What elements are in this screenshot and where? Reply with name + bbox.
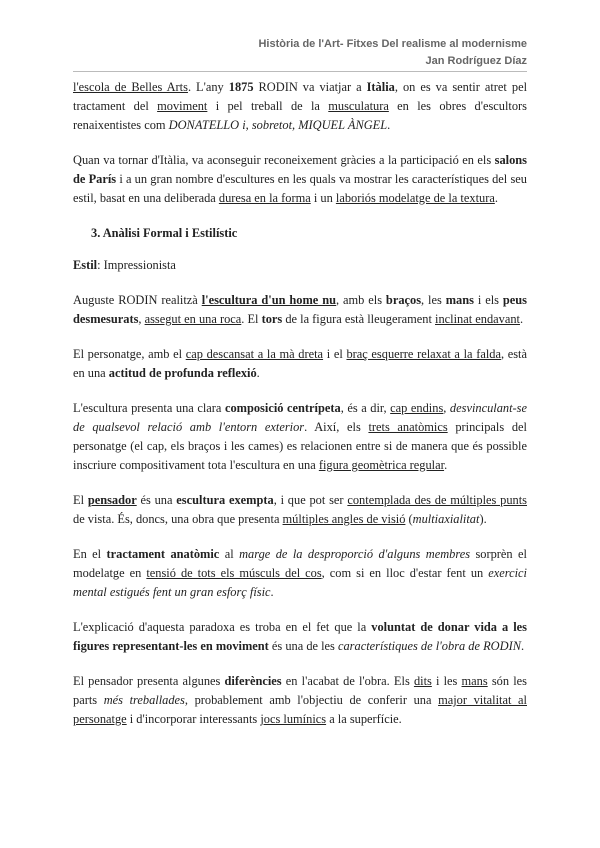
bold-text: actitud de profunda reflexió <box>108 366 257 380</box>
paragraph-style: Estil: Impressionista <box>73 258 176 272</box>
bold-text: composició centrípeta <box>224 401 341 415</box>
bold-text: Estil <box>73 258 98 272</box>
italic-text: més treballades <box>103 693 185 707</box>
paragraph-2: Quan va tornar d'Itàlia, va aconseguir reconeixement gràcies a la participació en els salons de París i a un gran nombre d'escultures en les quals va mostrar les característiques del seu estil, basat en una deliberada duresa en la forma i un laboriós modelatge de la textura. <box>73 153 527 205</box>
paragraph-4: Auguste RODIN realitzà l'escultura d'un home nu, amb els braços, les mans i els peus desmesurats, assegut en una roca. El tors de la figura està lleugerament inclinat endavant. <box>73 293 527 326</box>
underlined-text: major vitalitat al personatge <box>73 693 527 726</box>
underlined-text: cap descansat a la mà dreta <box>185 347 324 361</box>
header-title: Història de l'Art- Fitxes Del realisme al modernisme <box>258 38 527 50</box>
header-author: Jan Rodríguez Díaz <box>425 55 527 67</box>
paragraph-5: El personatge, amb el cap descansat a la mà dreta i el braç esquerre relaxat a la falda, està en una actitud de profunda reflexió. <box>73 347 527 380</box>
bold-text: Itàlia <box>366 80 395 94</box>
underlined-text: inclinat endavant <box>435 312 520 326</box>
underlined-text: trets anatòmics <box>368 420 448 434</box>
document-body <box>73 78 527 745</box>
paragraph-9: L'explicació d'aquesta paradoxa es troba en el fet que la voluntat de donar vida a les figures representant-les en moviment és una de les característiques de l'obra de RODIN. <box>73 620 527 653</box>
italic-text: marge de la desproporció d'alguns membres <box>239 547 471 561</box>
italic-text: exercici mental estigués fent un gran esforç físic <box>73 566 527 599</box>
bold-text: tors <box>261 312 283 326</box>
underlined-text: laboriós modelatge de la textura <box>335 191 495 205</box>
page-header <box>258 36 527 70</box>
italic-text: multiaxialitat <box>412 512 480 526</box>
underlined-text: figura geomètrica regular <box>318 458 445 472</box>
section-heading: 3. Anàlisi Formal i Estilístic <box>91 226 238 240</box>
underlined-text: cap endins <box>390 401 444 415</box>
bold-text: braços <box>385 293 422 307</box>
italic-text: característiques de l'obra de RODIN <box>337 639 521 653</box>
bold-text: escultura exempta <box>176 493 274 507</box>
underlined-text: dits <box>413 674 432 688</box>
bold-text: salons de París <box>73 153 527 186</box>
italic-text: desvinculant-se de qualsevol relació amb l'entorn exterior <box>73 401 527 434</box>
bold-text: diferències <box>224 674 282 688</box>
paragraph-1: l'escola de Belles Arts. L'any 1875 RODIN va viatjar a Itàlia, on es va sentir atret pel tractament del moviment i pel treball de la musculatura en les obres d'escultors renaixentistes com DONATELLO i, sobretot, MIQUEL ÀNGEL. <box>73 80 528 132</box>
underlined-text: duresa en la forma <box>218 191 311 205</box>
underlined-text: múltiples angles de visió <box>282 512 406 526</box>
bold-text: mans <box>445 293 474 307</box>
underlined-text: contemplada des de múltiples punts <box>347 493 528 507</box>
underlined-text: tensió de tots els músculs del cos <box>146 566 322 580</box>
italic-text: DONATELLO i, sobretot, MIQUEL ÀNGEL <box>168 118 388 132</box>
underlined-text: musculatura <box>328 99 389 113</box>
underlined-text: jocs lumínics <box>260 712 327 726</box>
bold-text: tractament anatòmic <box>106 547 220 561</box>
underlined-text: assegut en una roca <box>144 312 242 326</box>
bold-text: 1875 <box>228 80 254 94</box>
bold-text: peus desmesurats <box>73 293 527 326</box>
underlined-text: mans <box>461 674 488 688</box>
bold-underlined-text: l'escultura d'un home nu <box>201 293 336 307</box>
header-divider <box>73 71 527 72</box>
paragraph-7: El pensador és una escultura exempta, i que pot ser contemplada des de múltiples punts de vista. És, doncs, una obra que presenta múltiples angles de visió (multiaxialitat). <box>73 493 528 526</box>
paragraph-6: L'escultura presenta una clara composició centrípeta, és a dir, cap endins, desvinculant-se de qualsevol relació amb l'entorn exterior. Així, els trets anatòmics principals del personatge (el cap, els braços i les cames) es relacionen entre si de manera que és possible inscriure compositivament tota l'escultura en una figura geomètrica regular. <box>73 401 527 472</box>
bold-underlined-text: pensador <box>87 493 137 507</box>
underlined-text: braç esquerre relaxat a la falda <box>346 347 501 361</box>
underlined-text: moviment <box>157 99 208 113</box>
paragraph-8: En el tractament anatòmic al marge de la desproporció d'alguns membres sorprèn el modelatge en tensió de tots els músculs del cos, com si en lloc d'estar fent un exercici mental estigués fent un gran esforç físic. <box>73 547 527 599</box>
underlined-text: l'escola de Belles Arts <box>73 80 188 94</box>
bold-text: voluntat de donar vida a les figures representant-les en moviment <box>73 620 527 653</box>
paragraph-10: El pensador presenta algunes diferències en l'acabat de l'obra. Els dits i les mans són les parts més treballades, probablement amb l'objectiu de conferir una major vitalitat al personatge i d'incorporar interessants jocs lumínics a la superfície. <box>73 674 527 726</box>
